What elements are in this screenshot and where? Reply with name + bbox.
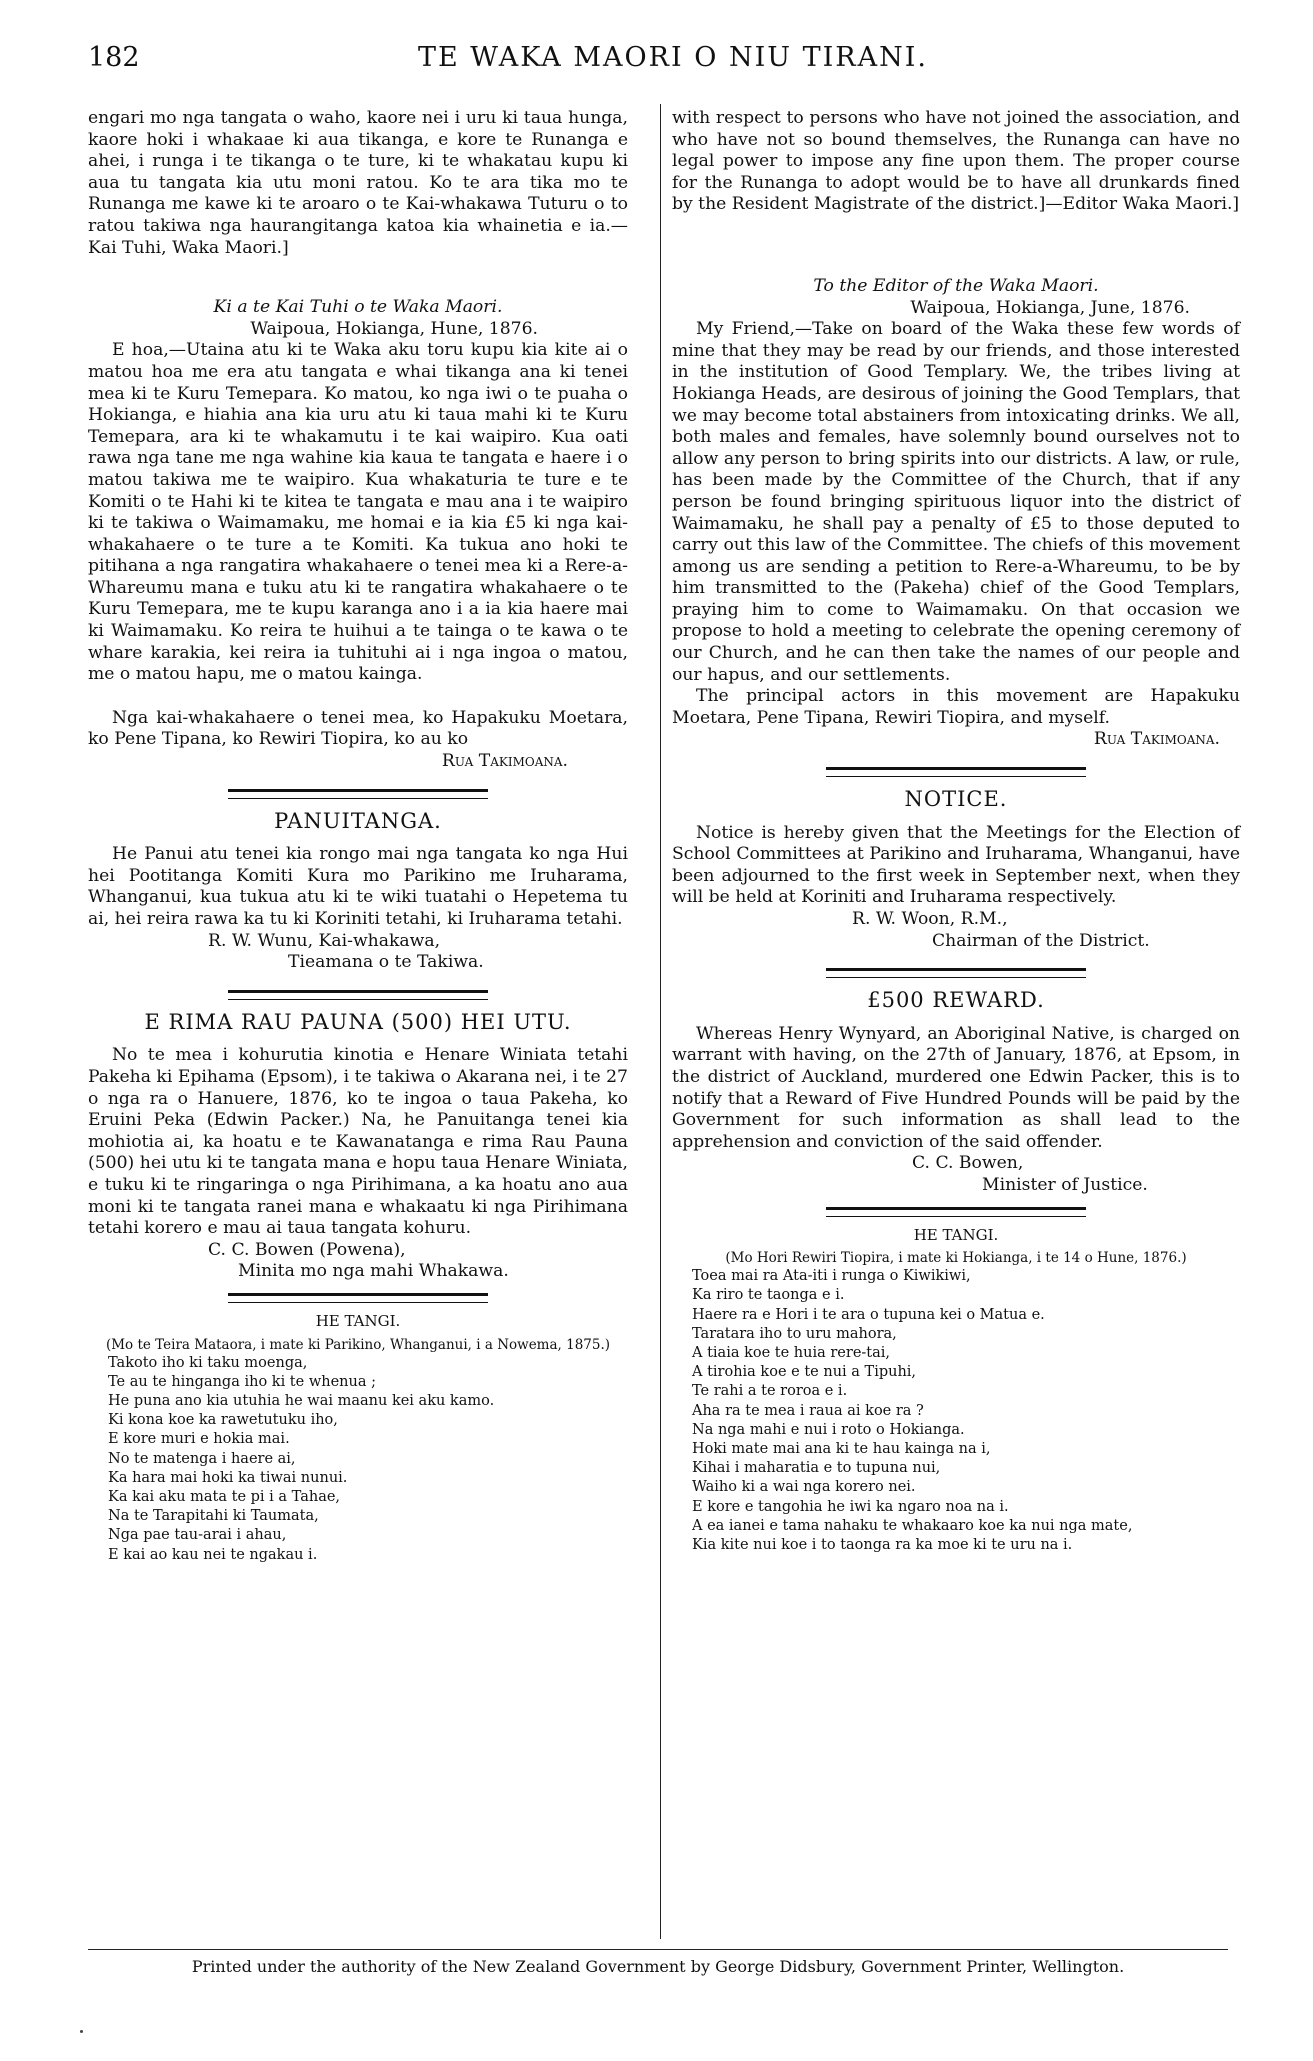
right-notice-heading: NOTICE.	[904, 787, 1008, 812]
verse-line: A tirohia koe e te nui a Tipuhi,	[692, 1364, 917, 1381]
verse-line: Takoto iho ki taku moenga,	[108, 1354, 308, 1371]
right-reward-heading: £500 REWARD.	[867, 988, 1045, 1013]
verse-line: He puna ano kia utuhia he wai maanu kei aku kamo.	[108, 1392, 495, 1409]
verse-line: Na te Tarapitahi ki Taumata,	[108, 1508, 319, 1525]
verse-line: Te au te hinganga iho ki te whenua ;	[108, 1373, 376, 1390]
verse-line: Te rahi a te roroa e i.	[692, 1383, 848, 1400]
verse-line: Ka riro te taonga e i.	[692, 1287, 845, 1304]
right-reward-body: Whereas Henry Wynyard, an Aboriginal Native, is charged on warrant with having, on the 27th of January, 1876, at Epsom, in the district of Auckland, murdered one Edwin Packer, this is to notify that a Reward of Five Hundred Pounds will be paid by the Government for such information as shall lead to the apprehension and conviction of the said offender.	[672, 1023, 1240, 1152]
verse-line: E kore e tangohia he iwi ka ngaro noa na i.	[692, 1498, 1009, 1515]
right-letter-salutation: To the Editor of the Waka Maori.	[813, 275, 1099, 296]
left-reward-body: No te mea i kohurutia kinotia e Henare Winiata tetahi Pakeha ki Epihama (Epsom), i te takiwa o Akarana nei, i te 27 o nga ra o Hanuere, 1876, ko te ingoa o taua Pakeha, ko Eruini Peka (Edwin Packer.) Na, he Panuitanga tenei kia mohiotia ai, ka hoatu e te Kawanatanga e rima Rau Pauna (500) hei utu ki te tangata mana e hopu taua Henare Winiata, e tuku ki te ringaringa o nga Pirihimana, a ka hoatu ano aua moni ki te tangata ranei mana e whakaatu ki nga Pirihimana tetahi korero e mau ai taua tangata kohuru.	[88, 1045, 628, 1239]
right-notice-body: Notice is hereby given that the Meetings for the Election of School Committees at Parikino and Iruharama, Whanganui, have been adjourned to the first week in September next, when they will be held at Koriniti and Iruharama respectively.	[672, 822, 1240, 908]
left-tangi-note: (Mo te Teira Mataora, i mate ki Parikino, Whanganui, i a Nowema, 1875.)	[105, 1336, 611, 1353]
left-reward-sig-1: C. C. Bowen (Powena),	[208, 1239, 406, 1260]
right-letter-dateline: Waipoua, Hokianga, June, 1876.	[910, 297, 1190, 318]
left-notice-sig-2: Tieamana o te Takiwa.	[288, 952, 484, 973]
verse-line: Aha ra te mea i raua ai koe ra ?	[692, 1402, 924, 1419]
double-rule	[826, 1207, 1086, 1217]
left-reward-heading: E RIMA RAU PAUNA (500) HEI UTU.	[144, 1009, 572, 1034]
left-letter-body: E hoa,—Utaina atu ki te Waka aku toru kupu kia kite ai o matou hoa me era atu tangata e whai tikanga ana ki tenei mea ki te Kuru Temepara. Ko matou, ko nga iwi o te puaha o Hokianga, e hiahia ana kia uru atu ki taua mahi ki te Kuru Temepara, ara ki te whakamutu i te kai waipiro. Kua oati rawa nga tane me nga wahine kia kaua te tangata e haere i o matou takiwa me te waipiro. Kua whakaturia te ture e te Komiti o te Hahi ki te kitea te tangata e mau ana i te waipiro ki te takiwa o Waimamaku, me homai e ia kia £5 ki nga kai-whakahaere o te ture a te Komiti. Ka tukua ano hoki te pitihana a nga rangatira whakahaere o tenei mea ki a Rere-a-Whareumu mana e tuku atu ki te rangatira whakahaere o te Kuru Temepara, me te kupu karanga ano i a ia kia haere mai ki Waimamaku. Ko reira te huihui a te tainga o te kawa o te whare karakia, kei reira ia tuhituhi ai i nga ingoa o matou, me o matou hapu, me o matou kainga.	[88, 340, 628, 685]
right-letter-body: My Friend,—Take on board of the Waka these few words of mine that they may be read by our friends, and those interested in the institution of Good Templary. We, the tribes living at Hokianga Heads, are desirous of joining the Good Templars, that we may become total abstainers from intoxicating drinks. We all, both males and females, have solemnly bound ourselves not to allow any person to bring spirits into our districts. A law, or rule, has been made by the Committee of the Church, that if any person be found bringing spirituous liquor into the district of Waimamaku, he shall pay a penalty of £5 to those deputed to carry out this law of the Committee. The chiefs of this movement among us are sending a petition to Rere-a-Whareumu, to be by him transmitted to the (Pakeha) chief of the Good Templars, praying him to come to Waimamaku. On that occasion we propose to hold a meeting to celebrate the opening ceremony of our Church, and he can then take the names of our people and our hapus, and our settlements.	[672, 319, 1240, 685]
left-notice-body: He Panui atu tenei kia rongo mai nga tangata ko nga Hui hei Pootitanga Komiti Kura mo Parikino me Iruharama, Whanganui, kua tukua atu ki te wiki tuatahi o Hepetema tu ai, hei reira rawa ka tu ki Koriniti tetahi, ki Iruharama tetahi.	[88, 844, 628, 929]
verse-line: Toea mai ra Ata-iti i runga o Kiwikiwi,	[692, 1268, 971, 1285]
verse-line: Ki kona koe ka rawetutuku iho,	[108, 1412, 338, 1429]
verse-line: Hoki mate mai ana ki te hau kainga na i,	[692, 1440, 991, 1457]
right-letter-signature: Rua Takimoana.	[1093, 729, 1220, 750]
left-letter-salutation: Ki a te Kai Tuhi o te Waka Maori.	[213, 297, 503, 318]
right-notice-sig-1: R. W. Woon, R.M.,	[852, 909, 1008, 929]
right-reward-sig-2: Minister of Justice.	[982, 1174, 1148, 1195]
verse-line: E kore muri e hokia mai.	[108, 1431, 290, 1448]
right-notice-sig-2: Chairman of the District.	[932, 930, 1150, 951]
verse-line: A ea ianei e tama nahaku te whakaaro koe ka nui nga mate,	[692, 1517, 1133, 1534]
right-column	[672, 108, 1240, 1555]
double-rule	[228, 789, 488, 799]
verse-line: Kia kite nui koe i to taonga ra ka moe ki te uru na i.	[692, 1536, 1073, 1553]
verse-line: Ka hara mai hoki ka tiwai nunui.	[108, 1469, 348, 1486]
left-notice-heading: PANUITANGA.	[274, 808, 442, 833]
page-header	[88, 42, 1228, 82]
left-notice-sig-1: R. W. Wunu, Kai-whakawa,	[208, 930, 441, 951]
left-column	[88, 108, 628, 1565]
footer-rule	[88, 1949, 1228, 1950]
verse-line: Taratara iho to uru mahora,	[692, 1325, 897, 1342]
verse-line: Na nga mahi e nui i roto o Hokianga.	[692, 1421, 965, 1438]
right-top-paragraph: with respect to persons who have not joined the association, and who have not so bound themselves, the Runanga can have no legal power to impose any fine upon them. The proper course for the Runanga to adopt would be to have all drunkards fined by the Resident Magistrate of the district.]—Editor Waka Maori.]	[672, 108, 1240, 215]
printer-imprint: Printed under the authority of the New Zealand Government by George Didsbury, Government Printer, Wellington.	[191, 1957, 1125, 1976]
double-rule	[826, 968, 1086, 978]
page-number: 182	[88, 42, 140, 73]
verse-line: Haere ra e Hori i te ara o tupuna kei o Matua e.	[692, 1306, 1045, 1323]
double-rule	[228, 1293, 488, 1303]
right-tangi-heading: HE TANGI.	[913, 1225, 999, 1244]
verse-line: E kai ao kau nei te ngakau i.	[108, 1546, 318, 1563]
verse-line: Kihai i maharatia e to tupuna nui,	[692, 1460, 941, 1477]
verse-line: Nga pae tau-arai i ahau,	[108, 1527, 287, 1544]
left-tangi-heading: HE TANGI.	[315, 1311, 401, 1330]
double-rule	[228, 990, 488, 1000]
left-reward-sig-2: Minita mo nga mahi Whakawa.	[238, 1261, 509, 1282]
left-top-paragraph: engari mo nga tangata o waho, kaore nei i uru ki taua hunga, kaore hoki i whakaae ki aua tikanga, e kore te Runanga e ahei, i runga i te tikanga o te ture, ki te whakatau kupu ki aua tu tangata kia utu moni ratou. Ko te ara tika mo te Runanga me kawe ki te aroaro o te Kai-whakawa Tuturu o to ratou takiwa nga haurangitanga katoa kia whainetia e ia.—Kai Tuhi, Waka Maori.]	[88, 108, 628, 258]
left-letter-body-2: Nga kai-whakahaere o tenei mea, ko Hapakuku Moetara, ko Pene Tipana, ko Rewiri Tiopira, ko au ko	[88, 707, 628, 750]
right-reward-sig-1: C. C. Bowen,	[912, 1153, 1024, 1174]
verse-line: Waiho ki a wai nga korero nei.	[692, 1479, 916, 1496]
verse-line: No te matenga i haere ai,	[108, 1450, 296, 1467]
left-letter-dateline: Waipoua, Hokianga, Hune, 1876.	[250, 318, 538, 339]
double-rule	[826, 767, 1086, 777]
running-title: TE WAKA MAORI O NIU TIRANI.	[418, 42, 928, 73]
verse-line: A tiaia koe te huia rere-tai,	[692, 1344, 891, 1361]
right-tangi-note: (Mo Hori Rewiri Tiopira, i mate ki Hokianga, i te 14 o Hune, 1876.)	[725, 1250, 1187, 1267]
print-speck	[80, 2030, 83, 2033]
right-tangi-verse	[692, 1267, 1240, 1555]
left-letter-signature: Rua Takimoana.	[441, 751, 568, 772]
right-letter-body-2: The principal actors in this movement are Hapakuku Moetara, Pene Tipana, Rewiri Tiopira, and myself.	[672, 686, 1240, 728]
column-divider	[660, 104, 661, 1939]
verse-line: Ka kai aku mata te pi i a Tahae,	[108, 1488, 341, 1505]
left-tangi-verse	[108, 1354, 628, 1565]
